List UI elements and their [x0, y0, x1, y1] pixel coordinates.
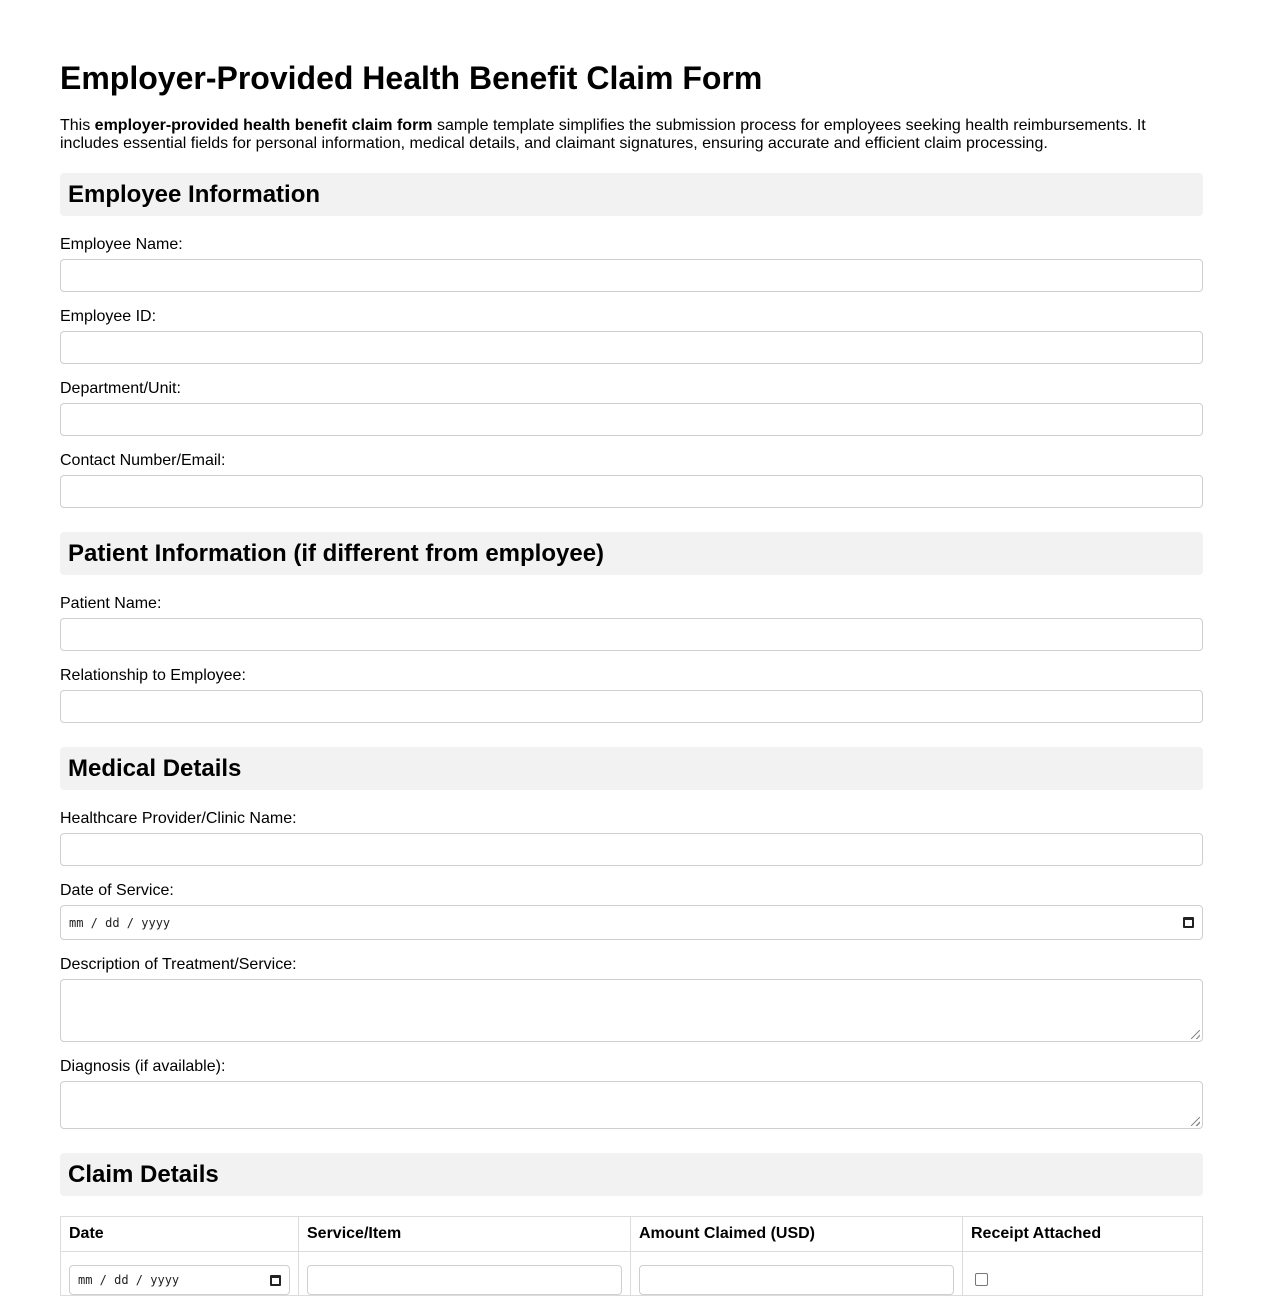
patient-name-input[interactable]	[60, 618, 1203, 651]
employee-id-input[interactable]	[60, 331, 1203, 364]
employee-name-label: Employee Name:	[60, 236, 183, 253]
employee-id-field	[60, 308, 1203, 364]
date-placeholder: mm / dd / yyyy	[78, 1273, 180, 1287]
intro-bold: employer-provided health benefit claim form	[94, 117, 433, 134]
spacer	[60, 1145, 1203, 1153]
table-row	[61, 1252, 1203, 1296]
column-header-date: Date	[61, 1217, 299, 1252]
description-textarea[interactable]	[60, 979, 1203, 1042]
claim-amount-input[interactable]	[639, 1265, 954, 1295]
contact-label: Contact Number/Email:	[60, 452, 226, 469]
department-input[interactable]	[60, 403, 1203, 436]
provider-input[interactable]	[60, 833, 1203, 866]
column-header-service: Service/Item	[299, 1217, 631, 1252]
claim-service-input[interactable]	[307, 1265, 622, 1295]
claim-details-table	[60, 1216, 1203, 1296]
date-cell	[61, 1252, 299, 1296]
diagnosis-textarea[interactable]	[60, 1081, 1203, 1129]
patient-name-field	[60, 595, 1203, 651]
claim-date-input[interactable]	[69, 1265, 290, 1295]
employee-name-field	[60, 236, 1203, 292]
contact-input[interactable]	[60, 475, 1203, 508]
description-field	[60, 956, 1203, 1042]
intro-paragraph	[60, 117, 1203, 153]
department-field	[60, 380, 1203, 436]
date-of-service-label: Date of Service:	[60, 882, 174, 899]
amount-cell	[631, 1252, 963, 1296]
table-header-row	[61, 1217, 1203, 1252]
intro-prefix: This	[60, 117, 95, 134]
spacer	[60, 524, 1203, 532]
medical-details-heading: Medical Details	[60, 747, 1203, 790]
receipt-cell	[963, 1252, 1203, 1296]
description-label: Description of Treatment/Service:	[60, 956, 297, 973]
calendar-icon[interactable]	[1183, 917, 1194, 928]
provider-label: Healthcare Provider/Clinic Name:	[60, 810, 297, 827]
relationship-label: Relationship to Employee:	[60, 667, 246, 684]
claim-details-heading: Claim Details	[60, 1153, 1203, 1196]
resize-handle-icon[interactable]	[1191, 1117, 1200, 1126]
department-label: Department/Unit:	[60, 380, 181, 397]
relationship-input[interactable]	[60, 690, 1203, 723]
employee-information-heading: Employee Information	[60, 173, 1203, 216]
employee-id-label: Employee ID:	[60, 308, 157, 325]
receipt-attached-checkbox[interactable]	[975, 1273, 988, 1286]
column-header-amount: Amount Claimed (USD)	[631, 1217, 963, 1252]
patient-information-heading: Patient Information (if different from employee)	[60, 532, 1203, 575]
diagnosis-field	[60, 1058, 1203, 1129]
date-of-service-field	[60, 882, 1203, 940]
contact-field	[60, 452, 1203, 508]
date-of-service-input[interactable]	[60, 905, 1203, 940]
relationship-field	[60, 667, 1203, 723]
date-placeholder: mm / dd / yyyy	[69, 915, 171, 930]
intro-suffix: sample template simplifies the submission process for employees seeking health reimbursements. It includes essential fields for personal information, medical details, and claimant signatures, ensuring accurate and efficient claim processing.	[60, 117, 1146, 152]
service-cell	[299, 1252, 631, 1296]
provider-field	[60, 810, 1203, 866]
page-title: Employer-Provided Health Benefit Claim Form	[60, 60, 763, 96]
patient-name-label: Patient Name:	[60, 595, 162, 612]
calendar-icon[interactable]	[270, 1275, 281, 1286]
employee-name-input[interactable]	[60, 259, 1203, 292]
resize-handle-icon[interactable]	[1191, 1030, 1200, 1039]
diagnosis-label: Diagnosis (if available):	[60, 1058, 226, 1075]
spacer	[60, 739, 1203, 747]
column-header-receipt: Receipt Attached	[963, 1217, 1203, 1252]
